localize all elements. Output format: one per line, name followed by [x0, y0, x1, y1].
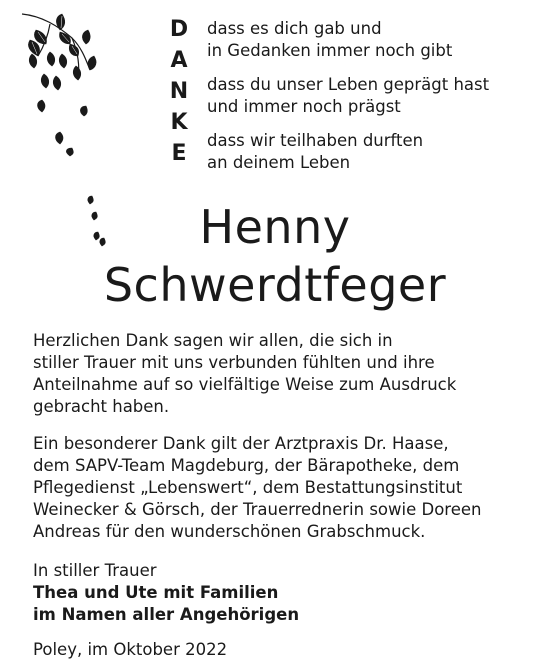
verse-line: dass es dich gab und: [207, 19, 382, 38]
paragraph-line: Herzlichen Dank sagen wir allen, die sich in: [33, 331, 393, 350]
verse: [207, 74, 537, 118]
danke-letter: N: [169, 79, 189, 104]
paragraph-line: Ein besonderer Dank gilt der Arztpraxis Dr. Haase,: [33, 434, 449, 453]
paragraph-line: stiller Trauer mit uns verbunden fühlten und ihre: [33, 353, 435, 372]
verse-line: dass du unser Leben geprägt hast: [207, 75, 490, 94]
verse-line: an deinem Leben: [207, 153, 351, 172]
deceased-last-name: Schwerdtfeger: [103, 258, 447, 312]
danke-letter: K: [170, 110, 188, 135]
paragraph-line: gebracht haben.: [33, 397, 170, 416]
paragraph-line: dem SAPV-Team Magdeburg, der Bärapotheke, dem: [33, 456, 460, 475]
verse-line: in Gedanken immer noch gibt: [207, 41, 453, 60]
signoff-family: Thea und Ute mit Familien: [33, 583, 279, 602]
danke-letter: E: [171, 141, 187, 166]
verse-line: dass wir teilhaben durften: [207, 131, 424, 150]
danke-letter: A: [170, 48, 188, 73]
thank-you-verses: [207, 18, 537, 186]
special-thanks-paragraph: [33, 433, 533, 543]
deceased-first-name: Henny: [199, 200, 351, 254]
signoff: [33, 560, 533, 626]
verse: [207, 18, 537, 62]
place-date: Poley, im Oktober 2022: [33, 640, 228, 659]
paragraph-line: Andreas für den wunderschönen Grabschmuck.: [33, 522, 426, 541]
signoff-relatives: im Namen aller Angehörigen: [33, 605, 300, 624]
thanks-paragraph: [33, 330, 533, 418]
paragraph-line: Weinecker & Görsch, der Trauerrednerin sowie Doreen: [33, 500, 482, 519]
danke-vertical-word: [168, 14, 190, 169]
verse: [207, 130, 537, 174]
paragraph-line: Anteilnahme auf so vielfältige Weise zum Ausdruck: [33, 375, 457, 394]
verse-line: und immer noch prägst: [207, 97, 401, 116]
signoff-intro: In stiller Trauer: [33, 561, 157, 580]
paragraph-line: Pflegedienst „Lebenswert“, dem Bestattungsinstitut: [33, 478, 463, 497]
danke-letter: D: [169, 17, 189, 42]
